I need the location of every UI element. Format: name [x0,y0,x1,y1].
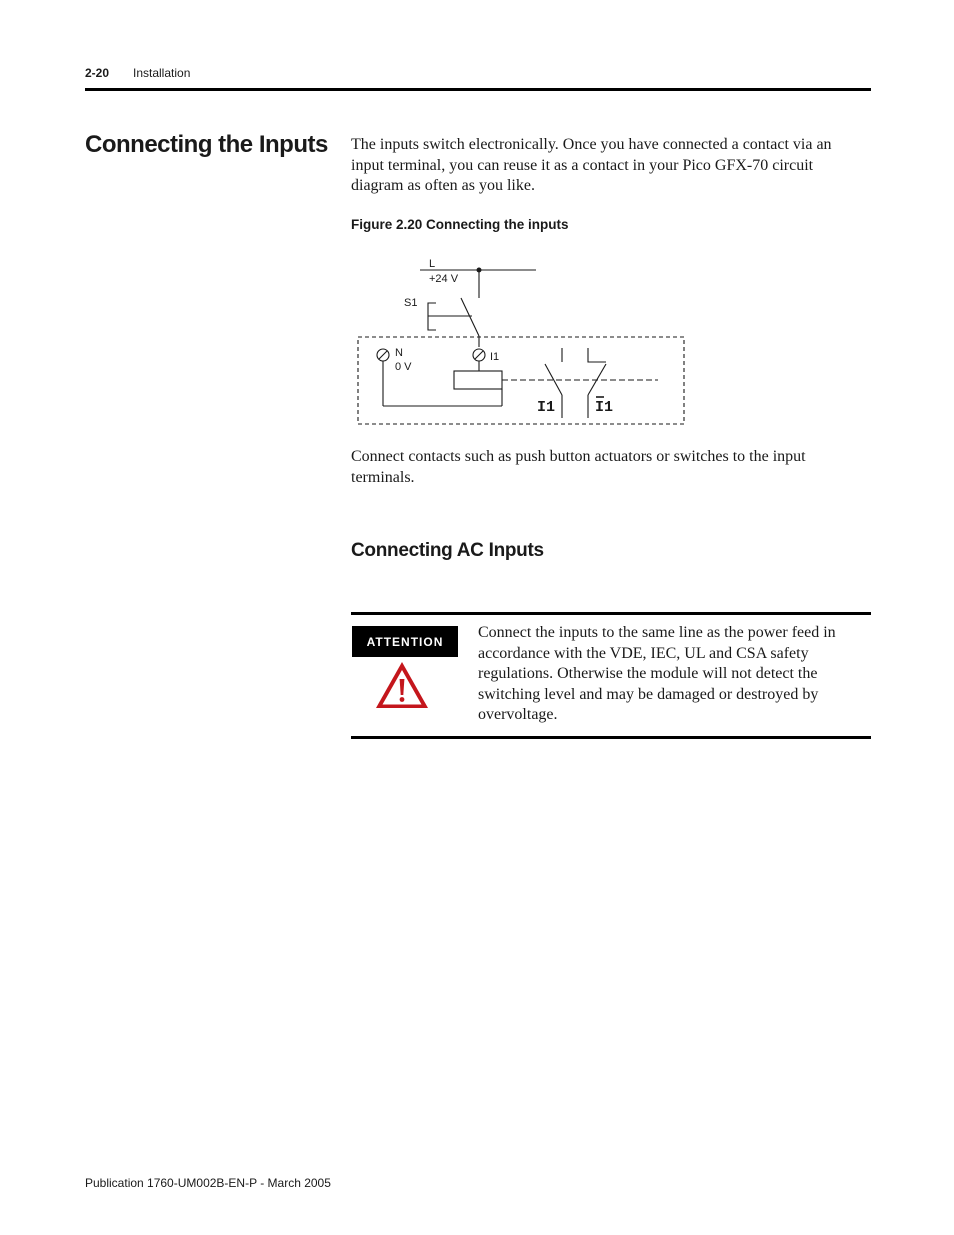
contact-no-label: I1 [537,399,556,416]
footer-publication: Publication 1760-UM002B-EN-P - March 2005 [85,1176,331,1190]
header-rule [85,88,871,91]
voltage-label: +24 V [429,273,459,285]
attention-bottom-rule [351,736,871,739]
input-terminal-slash [475,351,483,359]
attention-label: ATTENTION [352,626,458,657]
page-number: 2-20 [85,66,110,80]
attention-text: Connect the inputs to the same line as the power feed in accordance with the VDE, IEC, UL and CSA safety regulations. Otherwise the module will not detect the switching level and may be damaged or destroyed by overvoltage. [478,624,836,723]
supply-junction-dot [477,268,482,273]
neutral-terminal-slash [379,351,387,359]
subsection-title: Connecting AC Inputs [351,540,544,561]
switch-label: S1 [404,297,418,309]
input-terminal-label: I1 [490,351,500,363]
attention-top-rule [351,612,871,615]
intro-paragraph: The inputs switch electronically. Once you have connected a contact via an input terminal, you can reuse it as a contact in your Pico GFX-70 circuit diagram as often as you like. [351,136,832,194]
section-title: Connecting the Inputs [85,131,328,158]
line-label: L [429,258,436,270]
warning-triangle-icon [374,660,430,710]
neutral-label: N [395,347,403,359]
nc-contact-top [588,348,606,362]
figure-caption: Figure 2.20 Connecting the inputs [351,217,569,232]
zero-volt-label: 0 V [395,361,412,373]
contact-nc-label: I1 [595,399,614,416]
switch-s1-blade [461,298,479,336]
input-coil [454,371,502,389]
header-section-name: Installation [133,66,191,80]
input-wiring-diagram [340,250,700,435]
after-figure-paragraph: Connect contacts such as push button actuators or switches to the input terminals. [351,448,806,486]
